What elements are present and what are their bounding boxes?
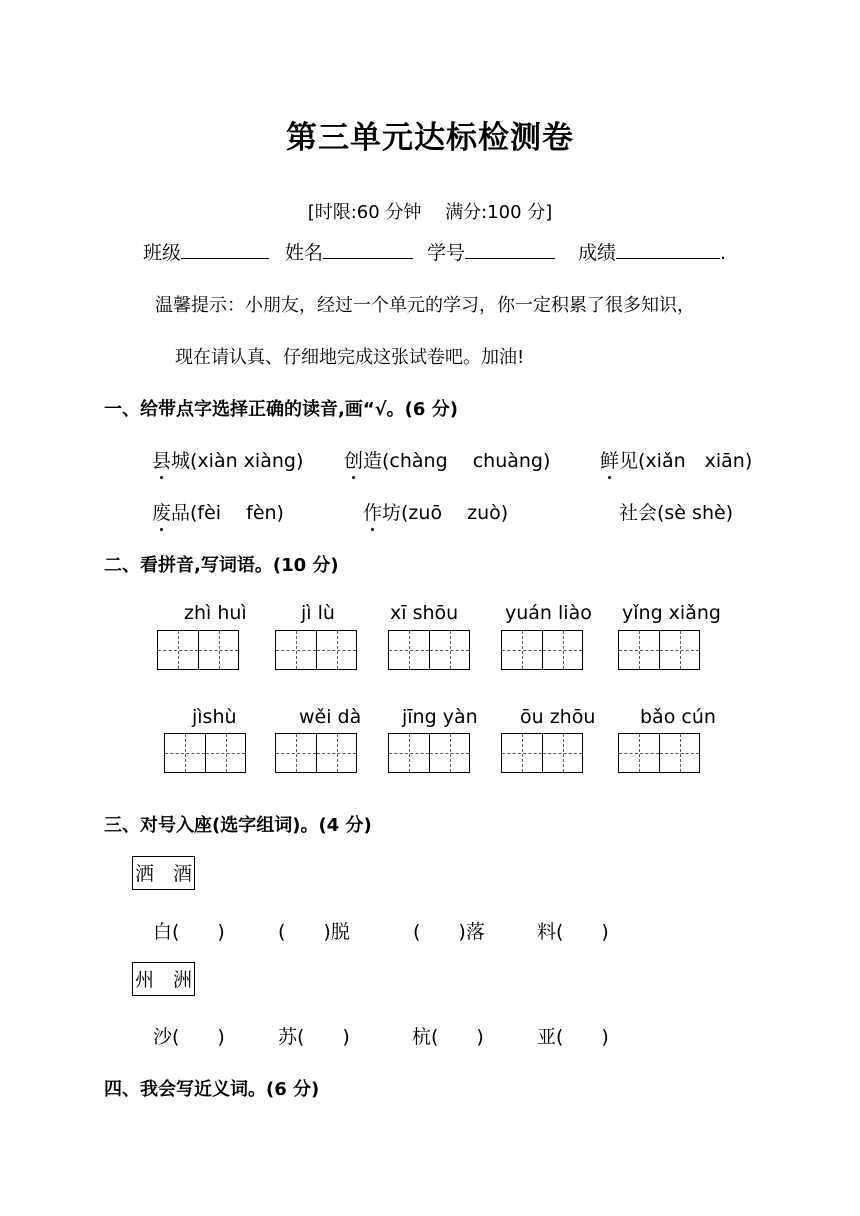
grid-cell[interactable] <box>429 631 469 669</box>
pron-item-text: 品(fèi fèn) <box>171 502 284 524</box>
fill-blank[interactable]: ( )落 <box>413 921 485 943</box>
score-label: 成绩 <box>578 242 617 264</box>
dotted-char: 县 <box>152 446 171 473</box>
score-field[interactable] <box>578 238 726 265</box>
writing-grid[interactable] <box>275 733 357 773</box>
grid-cell[interactable] <box>389 631 429 669</box>
name-label: 姓名 <box>285 242 324 264</box>
fill-blank[interactable]: 亚( ) <box>537 1026 609 1048</box>
student-id-blank[interactable] <box>465 238 555 259</box>
writing-grid[interactable] <box>388 733 470 773</box>
grid-cell[interactable] <box>542 631 582 669</box>
fill-blank[interactable]: 白( ) <box>153 921 225 943</box>
class-blank[interactable] <box>181 238 269 259</box>
dotted-char: 鲜 <box>600 446 619 473</box>
section-1-heading: 一、给带点字选择正确的读音,画“√。(6 分) <box>104 399 458 420</box>
grid-cell[interactable] <box>659 734 699 772</box>
grid-cell[interactable] <box>502 734 542 772</box>
grid-cell[interactable] <box>389 734 429 772</box>
tip-line-1: 温馨提示：小朋友，经过一个单元的学习，你一定积累了很多知识， <box>155 295 695 316</box>
pron-item[interactable] <box>152 498 284 525</box>
pinyin-label: jì lù <box>301 602 335 624</box>
pron-item-text: 见(xiǎn xiān) <box>619 450 753 472</box>
dotted-char: 创 <box>344 446 363 473</box>
grid-cell[interactable] <box>276 631 316 669</box>
choice-box: 洒 酒 <box>132 856 195 890</box>
student-id-label: 学号 <box>427 242 466 264</box>
pron-item-text: 社会(sè shè) <box>619 502 734 524</box>
student-id-field[interactable] <box>427 238 555 265</box>
writing-grid[interactable] <box>501 630 583 670</box>
section-3-heading: 三、对号入座(选字组词)。(4 分) <box>104 815 372 836</box>
class-label: 班级 <box>143 242 182 264</box>
grid-cell[interactable] <box>659 631 699 669</box>
pinyin-label: yuán liào <box>505 602 592 624</box>
pinyin-label: jīng yàn <box>402 706 478 728</box>
grid-cell[interactable] <box>316 631 356 669</box>
name-field[interactable] <box>285 238 413 265</box>
pron-item-text: 造(chàng chuàng) <box>363 450 551 472</box>
writing-grid[interactable] <box>618 733 700 773</box>
fill-blank[interactable]: 杭( ) <box>412 1026 484 1048</box>
grid-cell[interactable] <box>429 734 469 772</box>
pinyin-label: ōu zhōu <box>520 706 596 728</box>
pinyin-label: zhì huì <box>184 602 247 624</box>
tip-line-2: 现在请认真、仔细地完成这张试卷吧。加油! <box>175 347 525 368</box>
dotted-char: 作 <box>363 498 382 525</box>
class-field[interactable] <box>143 238 269 265</box>
pron-item-text: 城(xiàn xiàng) <box>171 450 304 472</box>
pron-item-text: 坊(zuō zuò) <box>382 502 509 524</box>
writing-grid[interactable] <box>157 630 239 670</box>
grid-cell[interactable] <box>502 631 542 669</box>
section-2-heading: 二、看拼音,写词语。(10 分) <box>104 555 339 576</box>
grid-cell[interactable] <box>165 734 205 772</box>
section-4-heading: 四、我会写近义词。(6 分) <box>104 1079 320 1100</box>
fill-blank[interactable]: 料( ) <box>537 921 609 943</box>
pinyin-label: jìshù <box>192 706 237 728</box>
pron-item[interactable] <box>363 498 508 525</box>
grid-cell[interactable] <box>619 631 659 669</box>
grid-cell[interactable] <box>316 734 356 772</box>
grid-cell[interactable] <box>158 631 198 669</box>
pron-item[interactable] <box>152 446 303 473</box>
choice-box: 州 洲 <box>132 962 195 996</box>
grid-cell[interactable] <box>205 734 245 772</box>
pinyin-label: wěi dà <box>299 706 362 728</box>
writing-grid[interactable] <box>388 630 470 670</box>
writing-grid[interactable] <box>501 733 583 773</box>
grid-cell[interactable] <box>619 734 659 772</box>
score-blank[interactable] <box>616 238 720 259</box>
writing-grid[interactable] <box>275 630 357 670</box>
fill-blank[interactable]: 沙( ) <box>153 1026 225 1048</box>
grid-cell[interactable] <box>276 734 316 772</box>
writing-grid[interactable] <box>164 733 246 773</box>
score-suffix: . <box>720 242 727 264</box>
fill-blank[interactable]: 苏( ) <box>278 1026 350 1048</box>
pron-item[interactable] <box>600 446 752 473</box>
dotted-char: 废 <box>152 498 171 525</box>
pron-item[interactable] <box>344 446 550 473</box>
fill-blank[interactable]: ( )脱 <box>278 921 350 943</box>
pinyin-label: xī shōu <box>390 602 459 624</box>
page-title: 第三单元达标检测卷 <box>286 120 574 156</box>
grid-cell[interactable] <box>198 631 238 669</box>
pron-item[interactable] <box>619 498 733 525</box>
grid-cell[interactable] <box>542 734 582 772</box>
writing-grid[interactable] <box>618 630 700 670</box>
pinyin-label: bǎo cún <box>640 706 716 728</box>
exam-info: [时限:60 分钟 满分:100 分] <box>307 202 553 223</box>
name-blank[interactable] <box>323 238 413 259</box>
pinyin-label: yǐng xiǎng <box>622 602 721 624</box>
